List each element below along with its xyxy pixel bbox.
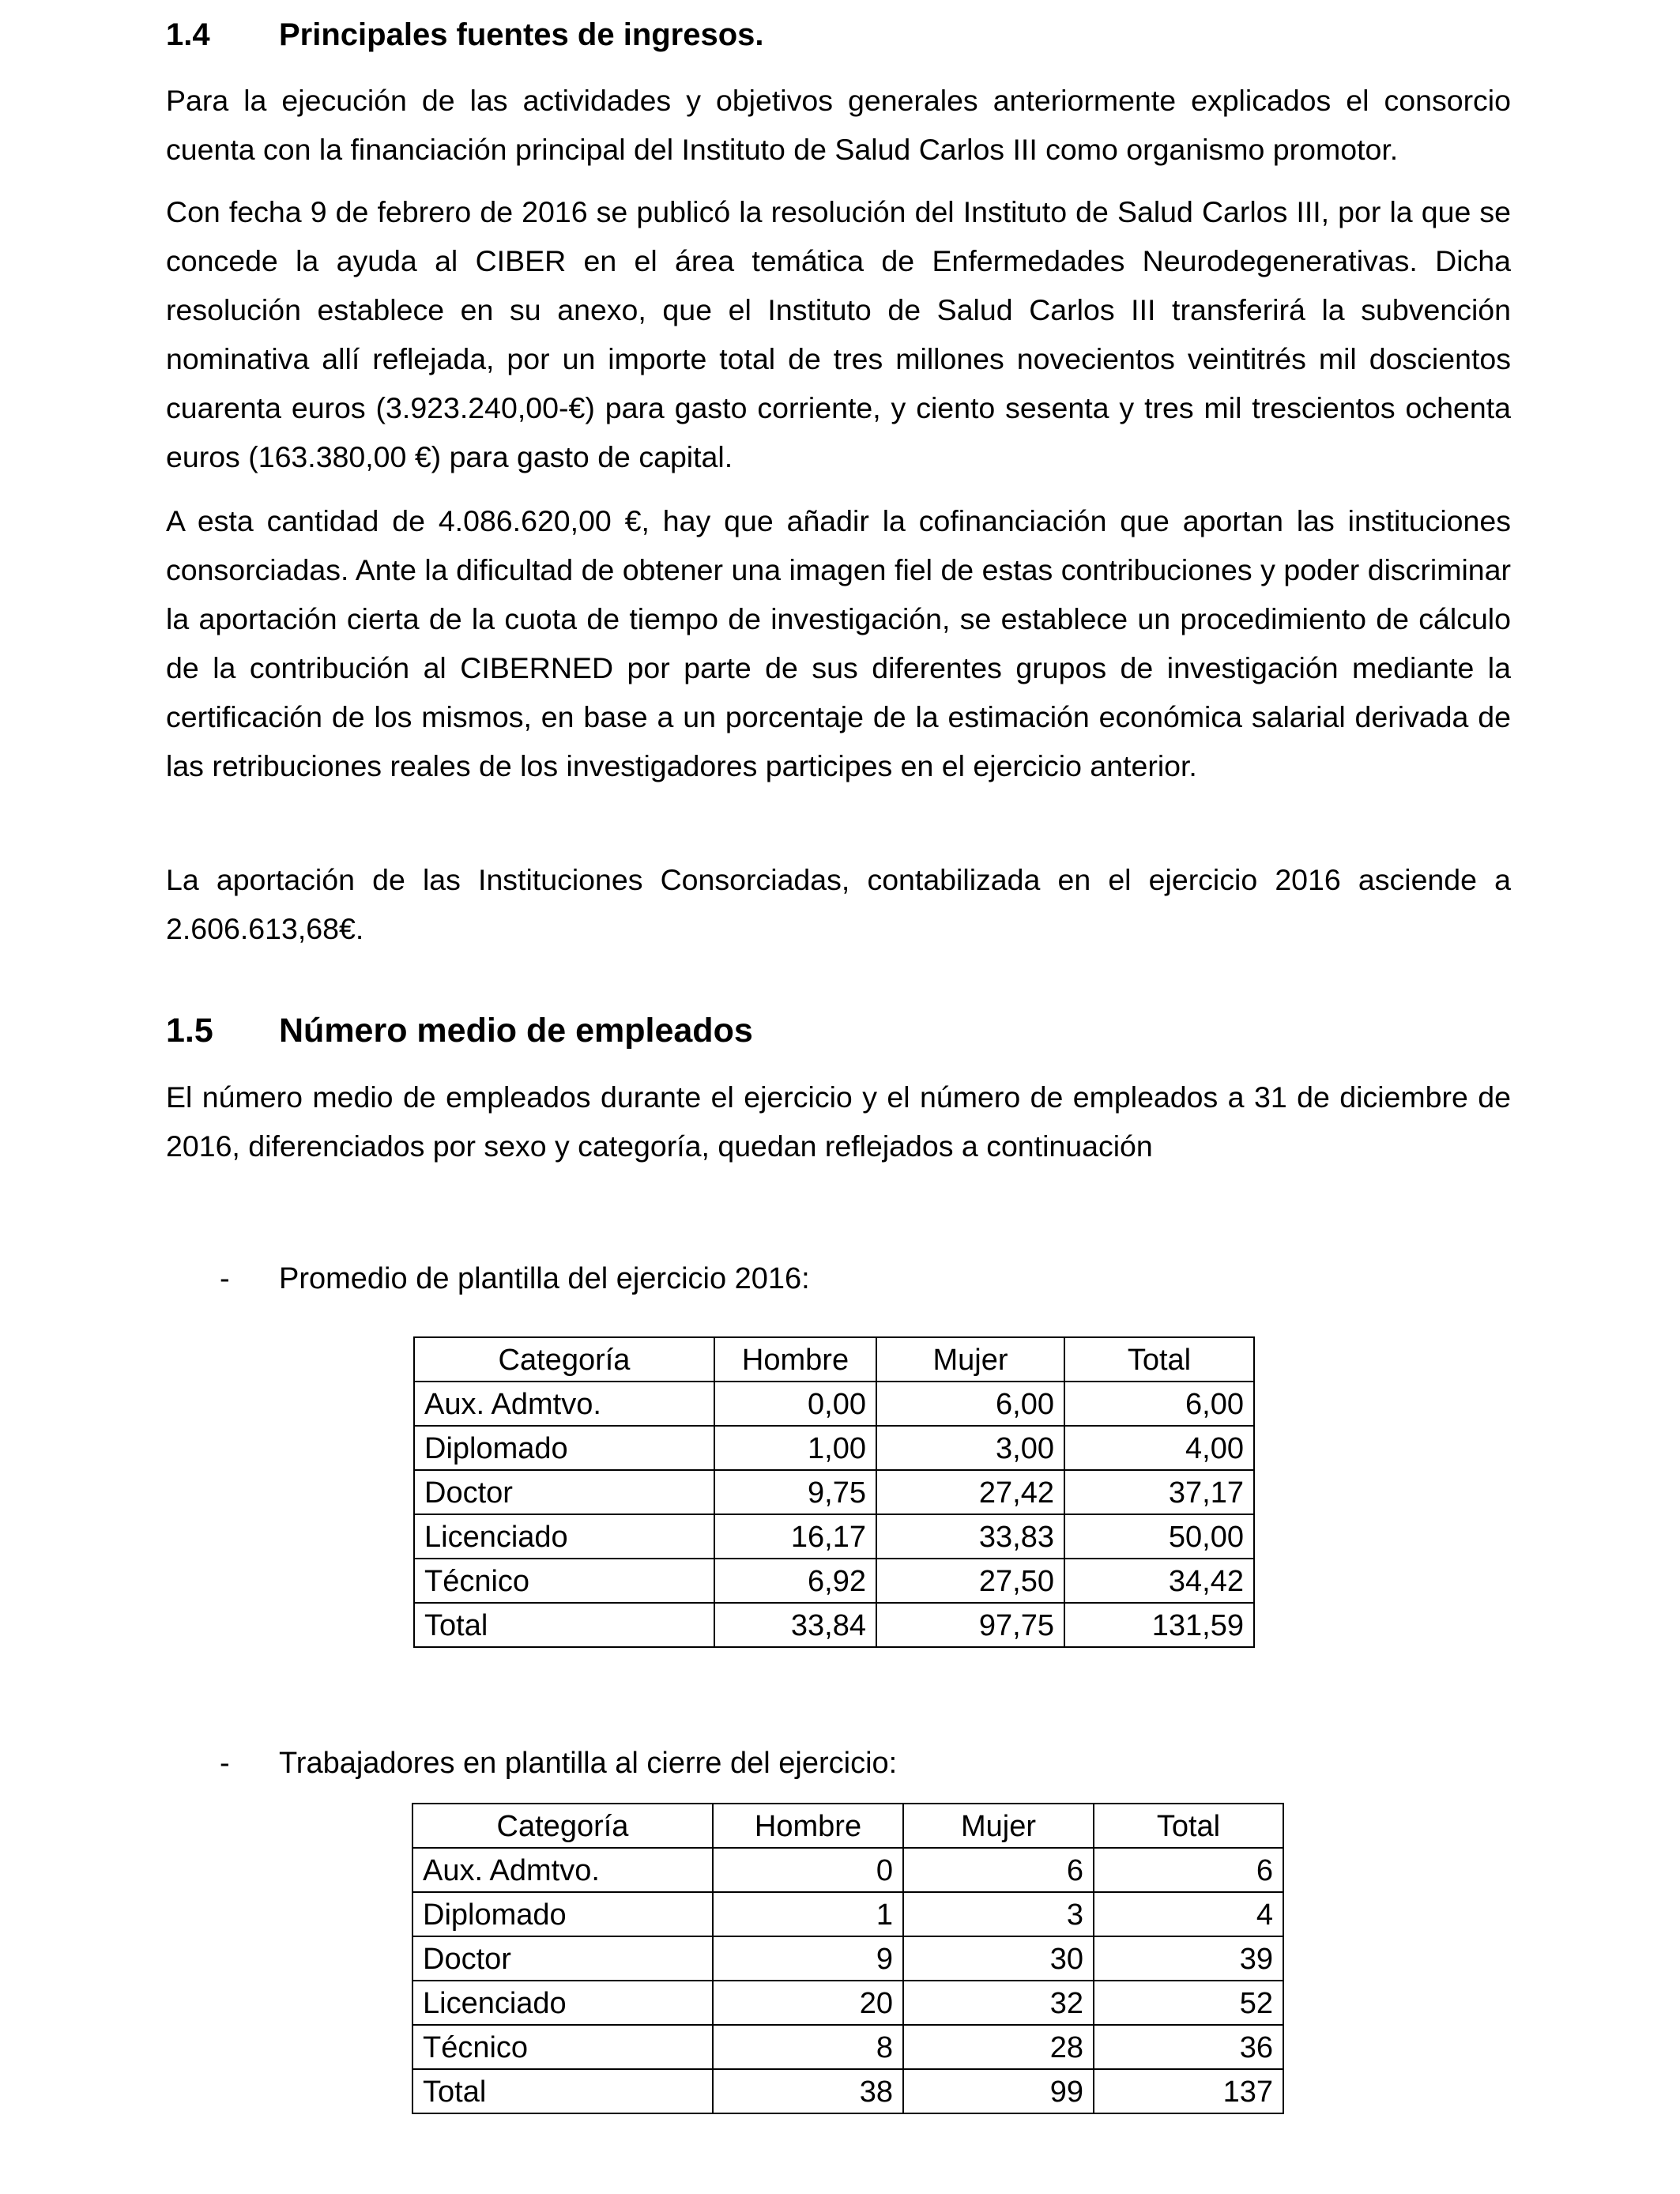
value-cell: 6,00 xyxy=(1064,1382,1254,1426)
section-heading-1-4 xyxy=(166,16,764,54)
category-cell: Diplomado xyxy=(412,1892,713,1936)
table-row xyxy=(412,1981,1283,2025)
value-cell: 6 xyxy=(903,1848,1094,1892)
value-cell: 33,84 xyxy=(714,1603,876,1647)
plantilla-cierre-table xyxy=(412,1803,1284,2114)
category-cell: Doctor xyxy=(414,1470,714,1514)
value-cell: 9,75 xyxy=(714,1470,876,1514)
bullet-dash: - xyxy=(220,1262,230,1295)
category-cell: Licenciado xyxy=(414,1514,714,1559)
section-title: Número medio de empleados xyxy=(279,1012,753,1050)
value-cell: 52 xyxy=(1094,1981,1283,2025)
value-cell: 6,00 xyxy=(876,1382,1064,1426)
value-cell: 36 xyxy=(1094,2025,1283,2069)
section-number: 1.4 xyxy=(166,17,210,52)
column-header: Categoría xyxy=(414,1337,714,1382)
column-header: Mujer xyxy=(876,1337,1064,1382)
column-header: Categoría xyxy=(412,1804,713,1848)
value-cell: 50,00 xyxy=(1064,1514,1254,1559)
value-cell: 4 xyxy=(1094,1892,1283,1936)
column-header: Hombre xyxy=(714,1337,876,1382)
value-cell: 99 xyxy=(903,2069,1094,2113)
value-cell: 0,00 xyxy=(714,1382,876,1426)
paragraph-empleados: El número medio de empleados durante el ejercicio y el número de empleados a 31 de diciembre de 2016, diferenciados por sexo y categoría, quedan reflejados a continuación xyxy=(166,1080,1511,1163)
value-cell: 37,17 xyxy=(1064,1470,1254,1514)
value-cell: 4,00 xyxy=(1064,1426,1254,1470)
value-cell: 137 xyxy=(1094,2069,1283,2113)
paragraph-financiacion: Para la ejecución de las actividades y objetivos generales anteriormente explicados el consorcio cuenta con la financiación principal del Instituto de Salud Carlos III como organismo promotor. xyxy=(166,84,1511,166)
value-cell: 97,75 xyxy=(876,1603,1064,1647)
table-row xyxy=(412,1848,1283,1892)
value-cell: 131,59 xyxy=(1064,1603,1254,1647)
promedio-plantilla-table xyxy=(413,1336,1255,1648)
table-row xyxy=(414,1470,1254,1514)
table-row xyxy=(414,1603,1254,1647)
section-title: Principales fuentes de ingresos. xyxy=(279,17,764,52)
value-cell: 8 xyxy=(713,2025,903,2069)
value-cell: 1,00 xyxy=(714,1426,876,1470)
value-cell: 3 xyxy=(903,1892,1094,1936)
value-cell: 6,92 xyxy=(714,1559,876,1603)
category-cell: Total xyxy=(412,2069,713,2113)
category-cell: Total xyxy=(414,1603,714,1647)
category-cell: Aux. Admtvo. xyxy=(412,1848,713,1892)
value-cell: 1 xyxy=(713,1892,903,1936)
category-cell: Diplomado xyxy=(414,1426,714,1470)
column-header: Total xyxy=(1064,1337,1254,1382)
value-cell: 27,50 xyxy=(876,1559,1064,1603)
value-cell: 33,83 xyxy=(876,1514,1064,1559)
paragraph-cofinanciacion: A esta cantidad de 4.086.620,00 €, hay que añadir la cofinanciación que aportan las instituciones consorciadas. Ante la dificultad de obtener una imagen fiel de estas contribuciones y poder discriminar la aportación cierta de la cuota de tiempo de investigación, se establece un procedimiento de cálculo de la contribución al CIBERNED por parte de sus diferentes grupos de investigación mediante la certificación de los mismos, en base a un porcentaje de la estimación económica salarial derivada de las retribuciones reales de los investigadores participes en el ejercicio anterior. xyxy=(166,504,1511,782)
bullet-caption: Promedio de plantilla del ejercicio 2016: xyxy=(279,1262,810,1295)
bullet-cierre xyxy=(220,1745,897,1781)
value-cell: 9 xyxy=(713,1936,903,1981)
category-cell: Aux. Admtvo. xyxy=(414,1382,714,1426)
value-cell: 34,42 xyxy=(1064,1559,1254,1603)
category-cell: Técnico xyxy=(412,2025,713,2069)
table-header-row xyxy=(412,1804,1283,1848)
bullet-dash: - xyxy=(220,1747,230,1780)
column-header: Total xyxy=(1094,1804,1283,1848)
table-row xyxy=(414,1514,1254,1559)
section-heading-1-5 xyxy=(166,1012,753,1050)
column-header: Mujer xyxy=(903,1804,1094,1848)
value-cell: 38 xyxy=(713,2069,903,2113)
value-cell: 30 xyxy=(903,1936,1094,1981)
table-row xyxy=(412,1936,1283,1981)
value-cell: 20 xyxy=(713,1981,903,2025)
category-cell: Licenciado xyxy=(412,1981,713,2025)
table-row xyxy=(414,1382,1254,1426)
value-cell: 0 xyxy=(713,1848,903,1892)
category-cell: Técnico xyxy=(414,1559,714,1603)
value-cell: 32 xyxy=(903,1981,1094,2025)
value-cell: 27,42 xyxy=(876,1470,1064,1514)
value-cell: 3,00 xyxy=(876,1426,1064,1470)
table-row xyxy=(412,1892,1283,1936)
value-cell: 28 xyxy=(903,2025,1094,2069)
table-row xyxy=(414,1559,1254,1603)
category-cell: Doctor xyxy=(412,1936,713,1981)
table-header-row xyxy=(414,1337,1254,1382)
section-number: 1.5 xyxy=(166,1012,213,1050)
table-row xyxy=(412,2025,1283,2069)
table-row xyxy=(412,2069,1283,2113)
value-cell: 39 xyxy=(1094,1936,1283,1981)
column-header: Hombre xyxy=(713,1804,903,1848)
value-cell: 6 xyxy=(1094,1848,1283,1892)
paragraph-resolucion: Con fecha 9 de febrero de 2016 se publicó la resolución del Instituto de Salud Carlos III, por la que se concede la ayuda al CIBER en el área temática de Enfermedades Neurodegenerativas. Dicha resolución establece en su anexo, que el Instituto de Salud Carlos III transferirá la subvención nominativa allí reflejada, por un importe total de tres millones novecientos veintitrés mil doscientos cuarenta euros (3.923.240,00-€) para gasto corriente, y ciento sesenta y tres mil trescientos ochenta euros (163.380,00 €) para gasto de capital. xyxy=(166,195,1511,473)
bullet-caption: Trabajadores en plantilla al cierre del ejercicio: xyxy=(279,1747,898,1780)
value-cell: 16,17 xyxy=(714,1514,876,1559)
table-row xyxy=(414,1426,1254,1470)
paragraph-aportacion: La aportación de las Instituciones Consorciadas, contabilizada en el ejercicio 2016 asciende a 2.606.613,68€. xyxy=(166,863,1511,945)
bullet-promedio xyxy=(220,1261,810,1297)
